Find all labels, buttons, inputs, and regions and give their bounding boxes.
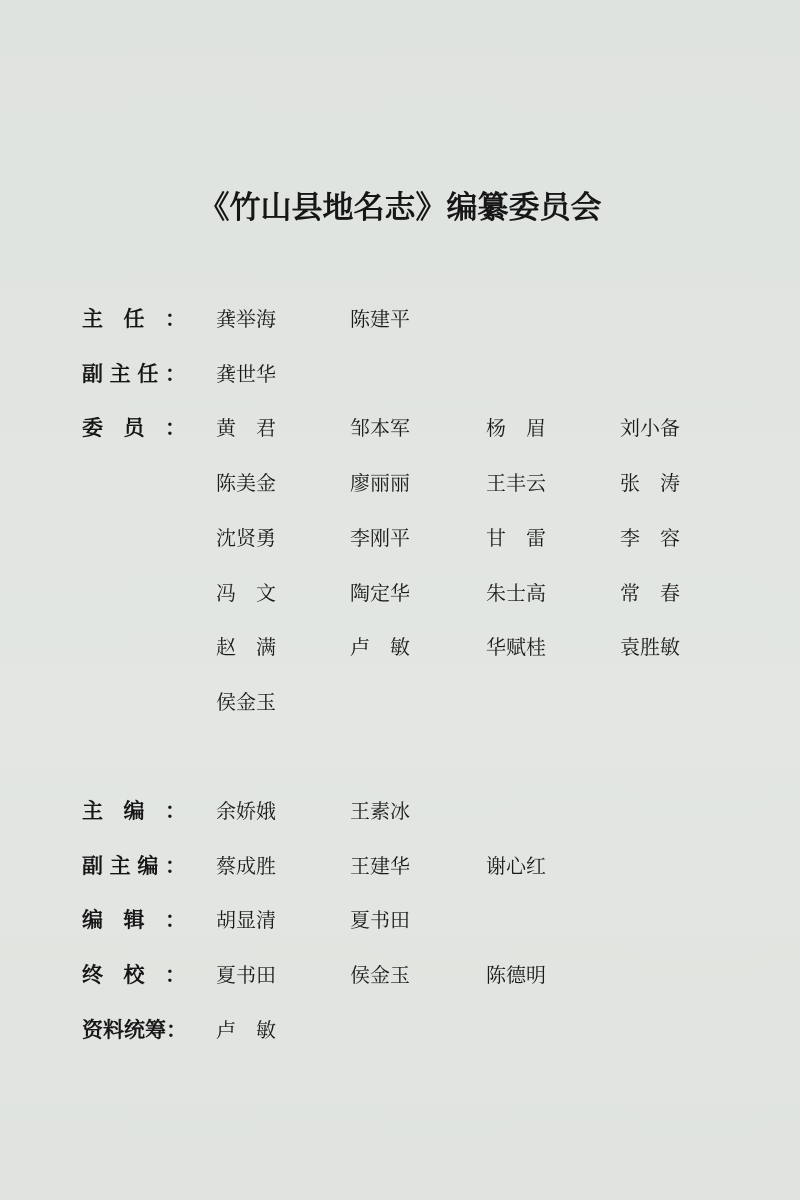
member-name: 张 涛 bbox=[620, 471, 680, 495]
page-title: 《竹山县地名志》编纂委员会 bbox=[198, 190, 602, 226]
editor-name-1: 胡显清 bbox=[216, 908, 276, 932]
member-name: 沈贤勇 bbox=[216, 526, 276, 550]
members-row-1 bbox=[0, 411, 800, 451]
members-row-6 bbox=[0, 685, 800, 725]
materials-coordinator-name: 卢 敏 bbox=[216, 1018, 276, 1042]
member-name: 陶定华 bbox=[350, 581, 410, 605]
materials-coordinator-label: 资 料 统 筹 ： bbox=[82, 1018, 187, 1042]
member-name: 侯金玉 bbox=[216, 690, 276, 714]
members-row-5 bbox=[0, 630, 800, 670]
member-name: 王丰云 bbox=[486, 471, 546, 495]
member-name: 陈美金 bbox=[216, 471, 276, 495]
final-proof-name-1: 夏书田 bbox=[216, 963, 276, 987]
editor-name-2: 夏书田 bbox=[350, 908, 410, 932]
member-name: 杨 眉 bbox=[486, 416, 546, 440]
member-name: 李 容 bbox=[620, 526, 680, 550]
editor-label: 编 辑 ： bbox=[82, 908, 186, 932]
deputy-editor-name-1: 蔡成胜 bbox=[216, 854, 276, 878]
member-name: 刘小备 bbox=[620, 416, 680, 440]
member-name: 朱士高 bbox=[486, 581, 546, 605]
deputy-director-label: 副 主 任 ： bbox=[82, 362, 186, 386]
deputy-editor-row bbox=[0, 849, 800, 889]
member-name: 华赋桂 bbox=[486, 635, 546, 659]
director-label: 主 任 ： bbox=[82, 307, 186, 331]
deputy-director-row bbox=[0, 357, 800, 397]
member-name: 李刚平 bbox=[350, 526, 410, 550]
chief-editor-name-1: 余娇娥 bbox=[216, 799, 276, 823]
deputy-editor-name-2: 王建华 bbox=[350, 854, 410, 878]
final-proof-label: 终 校 ： bbox=[82, 963, 186, 987]
chief-editor-label: 主 编 ： bbox=[82, 799, 186, 823]
director-name-2: 陈建平 bbox=[350, 307, 410, 331]
member-name: 袁胜敏 bbox=[620, 635, 680, 659]
editor-row bbox=[0, 903, 800, 943]
director-name-1: 龚举海 bbox=[216, 307, 276, 331]
member-name: 黄 君 bbox=[216, 416, 276, 440]
deputy-editor-name-3: 谢心红 bbox=[486, 854, 546, 878]
members-row-2 bbox=[0, 466, 800, 506]
final-proof-row bbox=[0, 958, 800, 998]
member-name: 廖丽丽 bbox=[350, 471, 410, 495]
chief-editor-row bbox=[0, 794, 800, 834]
final-proof-name-2: 侯金玉 bbox=[350, 963, 410, 987]
deputy-director-name-1: 龚世华 bbox=[216, 362, 276, 386]
chief-editor-name-2: 王素冰 bbox=[350, 799, 410, 823]
member-name: 邹本军 bbox=[350, 416, 410, 440]
member-name: 常 春 bbox=[620, 581, 680, 605]
member-name: 卢 敏 bbox=[350, 635, 410, 659]
member-name: 甘 雷 bbox=[486, 526, 546, 550]
deputy-editor-label: 副 主 编 ： bbox=[82, 854, 186, 878]
members-row-3 bbox=[0, 521, 800, 561]
members-row-4 bbox=[0, 576, 800, 616]
member-name: 冯 文 bbox=[216, 581, 276, 605]
materials-coordinator-row bbox=[0, 1013, 800, 1053]
members-label: 委 员 ： bbox=[82, 416, 186, 440]
director-row bbox=[0, 302, 800, 342]
member-name: 赵 满 bbox=[216, 635, 276, 659]
final-proof-name-3: 陈德明 bbox=[486, 963, 546, 987]
